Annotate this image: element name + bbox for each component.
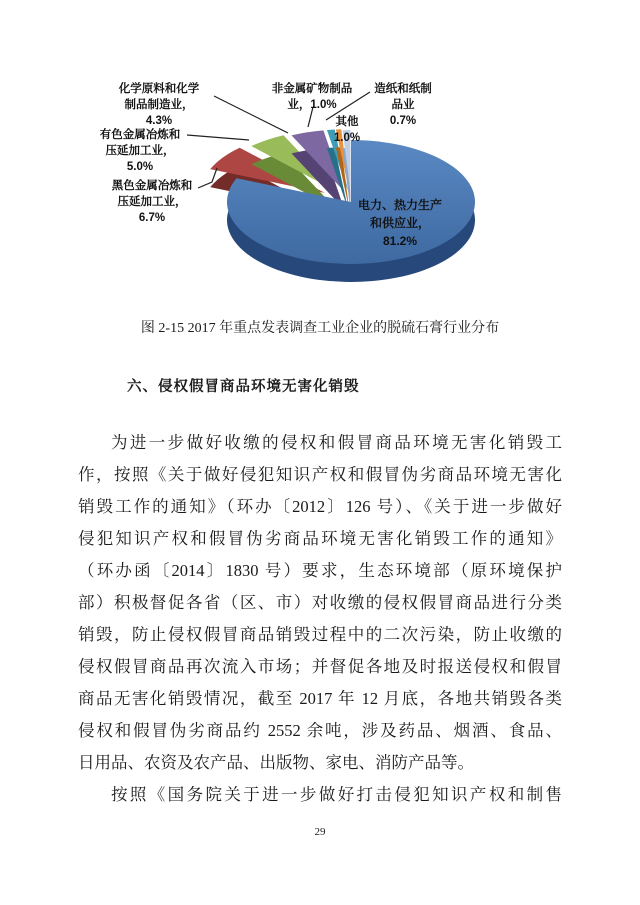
- pie-label-line: 造纸和纸制: [374, 83, 432, 95]
- body-line: 日用品、农资及农产品、出版物、家电、消防产品等。: [78, 753, 474, 772]
- body-line: 部）积极督促各省（区、市）对收缴的侵权假冒商品进行分类: [78, 593, 562, 612]
- pie-label-line: 黑色金属冶炼和: [111, 180, 193, 192]
- pie-label-line: 化学原料和化学: [118, 83, 200, 95]
- figure-caption: 图 2-15 2017 年重点发表调查工业企业的脱硫石膏行业分布: [140, 321, 500, 336]
- pie-label-nonferrous: [75, 127, 205, 175]
- body-line: 商品无害化销毁情况，截至 2017 年 12 月底，各地共销毁各类: [78, 689, 562, 708]
- pie-label-line: 4.3%: [145, 115, 173, 127]
- page-number: 29: [314, 826, 326, 838]
- pie-label-line: 6.7%: [138, 212, 166, 224]
- pie-label-line: 品业: [391, 99, 415, 111]
- body-text: [78, 427, 562, 811]
- pie-label-chemical: [94, 81, 224, 129]
- body-line: （环办函〔2014〕1830 号）要求，生态环境部（原环境保护: [78, 561, 562, 580]
- pie-label-line: 其他: [335, 116, 359, 128]
- body-line: 按照《国务院关于进一步做好打击侵犯知识产权和制售: [111, 785, 562, 804]
- pie-label-other: [316, 114, 378, 146]
- body-line: 作，按照《关于做好侵犯知识产权和假冒伪劣商品环境无害化: [78, 465, 562, 484]
- body-line: 侵权假冒商品再次流入市场；并督促各地及时报送侵权和假冒: [78, 657, 562, 676]
- pie-label-power: [330, 196, 470, 250]
- pie-chart-figure: [0, 0, 640, 315]
- pie-label-ferrous: [87, 178, 217, 226]
- pie-label-line: 0.7%: [389, 115, 417, 127]
- pie-label-line: 有色金属冶炼和: [99, 129, 181, 141]
- body-line: 侵权和假冒伪劣商品约 2552 余吨，涉及药品、烟酒、食品、: [78, 721, 562, 740]
- body-line: 为进一步做好收缴的侵权和假冒商品环境无害化销毁工: [111, 433, 562, 452]
- body-line: 侵犯知识产权和假冒伪劣商品环境无害化销毁工作的通知》: [78, 529, 562, 548]
- pie-label-line: 压延加工业，: [117, 196, 187, 208]
- pie-label-line: 和供应业，: [369, 216, 430, 230]
- pie-label-line: 业，1.0%: [287, 99, 337, 111]
- body-line: 销毁工作的通知》（环办〔2012〕126 号）、《关于进一步做好: [78, 497, 562, 516]
- pie-label-line: 非金属矿物制品: [271, 83, 353, 95]
- pie-label-line: 81.2%: [382, 234, 418, 248]
- pie-label-line: 1.0%: [333, 132, 361, 144]
- section-heading: 六、侵权假冒商品环境无害化销毁: [127, 379, 360, 395]
- pie-label-line: 制品制造业，: [124, 99, 194, 111]
- pie-label-line: 电力、热力生产: [357, 198, 442, 212]
- body-line: 销毁，防止侵权假冒商品销毁过程中的二次污染，防止收缴的: [78, 625, 562, 644]
- pie-label-line: 压延加工业，: [105, 145, 175, 157]
- pie-label-line: 5.0%: [126, 161, 154, 173]
